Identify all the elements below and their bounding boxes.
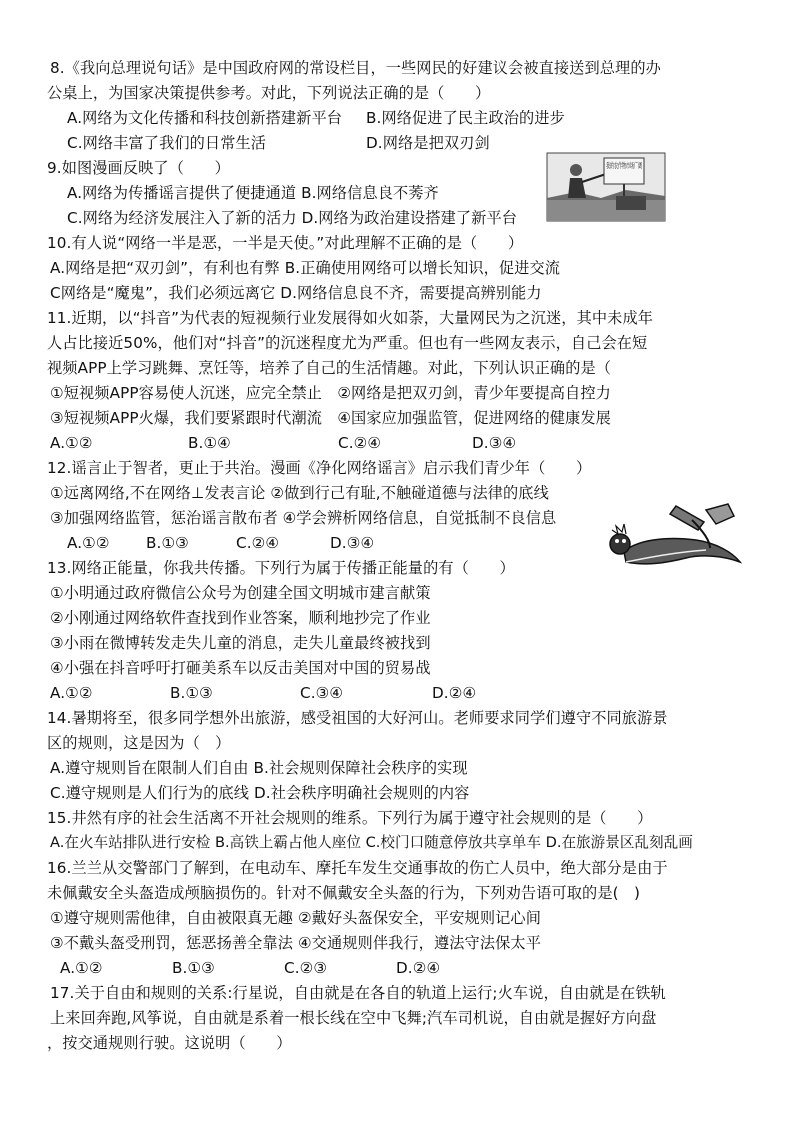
- q15-options: A.在火车站排队进行安检 B.高铁上霸占他人座位 C.校门口随意停放共享单车 D.在旅游景区乱刻乱画: [50, 834, 693, 851]
- q16-option-c: C.②③: [284, 959, 328, 977]
- q11-option-c: C.②④: [338, 434, 382, 452]
- q13-option-a: A.①②: [50, 684, 93, 702]
- q16-items-12: ①遵守规则需他律，自由被限真无趣 ②戴好头盔保安全，平安规则记心间: [50, 909, 541, 927]
- q16-items-34: ③不戴头盔受刑罚，惩恶扬善全靠法 ④交通规则伴我行，遵法守法保太平: [50, 934, 541, 952]
- q13-option-c: C.③④: [300, 684, 344, 702]
- q9-options-ab: A.网络为传播谣言提供了便捷通道 B.网络信息良不莠齐: [67, 184, 439, 202]
- q11-stem-line1: 11.近期，以“抖音”为代表的短视频行业发展得如火如荼，大量网民为之沉迷，其中未成年: [47, 309, 654, 327]
- q12-items-12: ①远离网络,不在网络⊥发表言论 ②做到行己有耻,不触碰道德与法律的底线: [50, 484, 549, 502]
- q9-cartoon-image: [546, 152, 674, 222]
- q10-options-ab: A.网络是把“双刃剑”，有利也有弊 B.正确使用网络可以增长知识，促进交流: [50, 259, 561, 277]
- q11-option-a: A.①②: [50, 434, 93, 452]
- q12-option-d: D.③④: [330, 534, 375, 552]
- q8-option-a: A.网络为文化传播和科技创新搭建新平台: [67, 109, 343, 127]
- q11-stem-line2: 人占比接近50%，他们对“抖音”的沉迷程度尤为严重。但也有一些网友表示，自己会在短: [47, 334, 648, 352]
- q8-stem-line2: 公桌上，为国家决策提供参考。对此，下列说法正确的是（ ）: [47, 84, 491, 102]
- q10-stem: 10.有人说“网络一半是恶，一半是天使。”对此理解不正确的是（ ）: [47, 234, 524, 252]
- q15-stem: 15.井然有序的社会生活离不开社会规则的维系。下列行为属于遵守社会规则的是（ ）: [47, 809, 653, 827]
- q11-option-b: B.①④: [188, 434, 231, 452]
- q12-option-c: C.②④: [236, 534, 280, 552]
- q9-options-cd: C.网络为经济发展注入了新的活力 D.网络为政治建设搭建了新平台: [67, 209, 518, 227]
- q11-items-12: ①短视频APP容易使人沉迷，应完全禁止 ②网络是把双刃剑，青少年要提高自控力: [50, 384, 611, 402]
- q8-option-d: D.网络是把双刃剑: [366, 134, 490, 152]
- q16-stem-line1: 16.兰兰从交警部门了解到，在电动车、摩托车发生交通事故的伤亡人员中，绝大部分是由于: [47, 859, 668, 877]
- q12-option-a: A.①②: [67, 534, 110, 552]
- q13-stem: 13.网络正能量，你我共传播。下列行为属于传播正能量的有（ ）: [47, 559, 515, 577]
- q8-option-b: B.网络促进了民主政治的进步: [366, 109, 565, 127]
- q13-item-3: ③小雨在微博转发走失儿童的消息，走失儿童最终被找到: [50, 634, 431, 652]
- q11-option-d: D.③④: [472, 434, 517, 452]
- q14-stem-line2: 区的规则，这是因为（ ）: [47, 734, 231, 752]
- q13-option-b: B.①③: [170, 684, 213, 702]
- q10-options-cd: C网络是“魔鬼”，我们必须远离它 D.网络信息良不齐，需要提高辨别能力: [50, 284, 542, 302]
- q16-option-d: D.②④: [396, 959, 441, 977]
- q16-stem-line2: 未佩戴安全头盔造成颅脑损伤的。针对不佩戴安全头盔的行为，下列劝告语可取的是( ): [47, 884, 640, 902]
- q12-stem: 12.谣言止于智者，更止于共治。漫画《净化网络谣言》启示我们青少年（ ）: [47, 459, 592, 477]
- q9-stem: 9.如图漫画反映了（ ）: [47, 159, 230, 177]
- q11-items-34: ③短视频APP火爆，我们要紧跟时代潮流 ④国家应加强监管，促进网络的健康发展: [50, 409, 611, 427]
- q16-option-b: B.①③: [172, 959, 215, 977]
- q8-option-c: C.网络丰富了我们的日常生活: [67, 134, 267, 152]
- q12-items-34: ③加强网络监管，惩治谣言散布者 ④学会辨析网络信息，自觉抵制不良信息: [50, 509, 557, 527]
- q13-item-4: ④小强在抖音呼吁打砸美系车以反击美国对中国的贸易战: [50, 659, 431, 677]
- q13-option-d: D.②④: [432, 684, 477, 702]
- q13-item-1: ①小明通过政府微信公众号为创建全国文明城市建言献策: [50, 584, 431, 602]
- q17-stem-line1: 17.关于自由和规则的关系:行星说，自由就是在各自的轨道上运行;火车说，自由就是在铁轨: [50, 984, 666, 1002]
- q9-cartoon-caption: 我的农作物市场广阔: [606, 161, 674, 170]
- q8-stem-line1: 8.《我向总理说句话》是中国政府网的常设栏目，一些网民的好建议会被直接送到总理的办: [50, 59, 661, 77]
- q16-option-a: A.①②: [60, 959, 103, 977]
- q12-option-b: B.①③: [146, 534, 189, 552]
- q17-stem-line2: 上来回奔跑,风筝说，自由就是系着一根长线在空中飞舞;汽车司机说，自由就是握好方向盘: [50, 1009, 657, 1027]
- q13-item-2: ②小刚通过网络软件查找到作业答案，顺利地抄完了作业: [50, 609, 431, 627]
- q14-options-ab: A.遵守规则旨在限制人们自由 B.社会规则保障社会秩序的实现: [50, 759, 468, 777]
- q14-stem-line1: 14.暑期将至，很多同学想外出旅游，感受祖国的大好河山。老师要求同学们遵守不同旅游景: [47, 709, 668, 727]
- q12-cartoon-image: [606, 500, 744, 572]
- q17-stem-line3: ，按交通规则行驶。这说明（ ）: [47, 1034, 292, 1052]
- q11-stem-line3: 视频APP上学习跳舞、烹饪等，培养了自己的生活情趣。对此，下列认识正确的是（: [47, 359, 612, 377]
- q14-options-cd: C.遵守规则是人们行为的底线 D.社会秩序明确社会规则的内容: [50, 784, 470, 802]
